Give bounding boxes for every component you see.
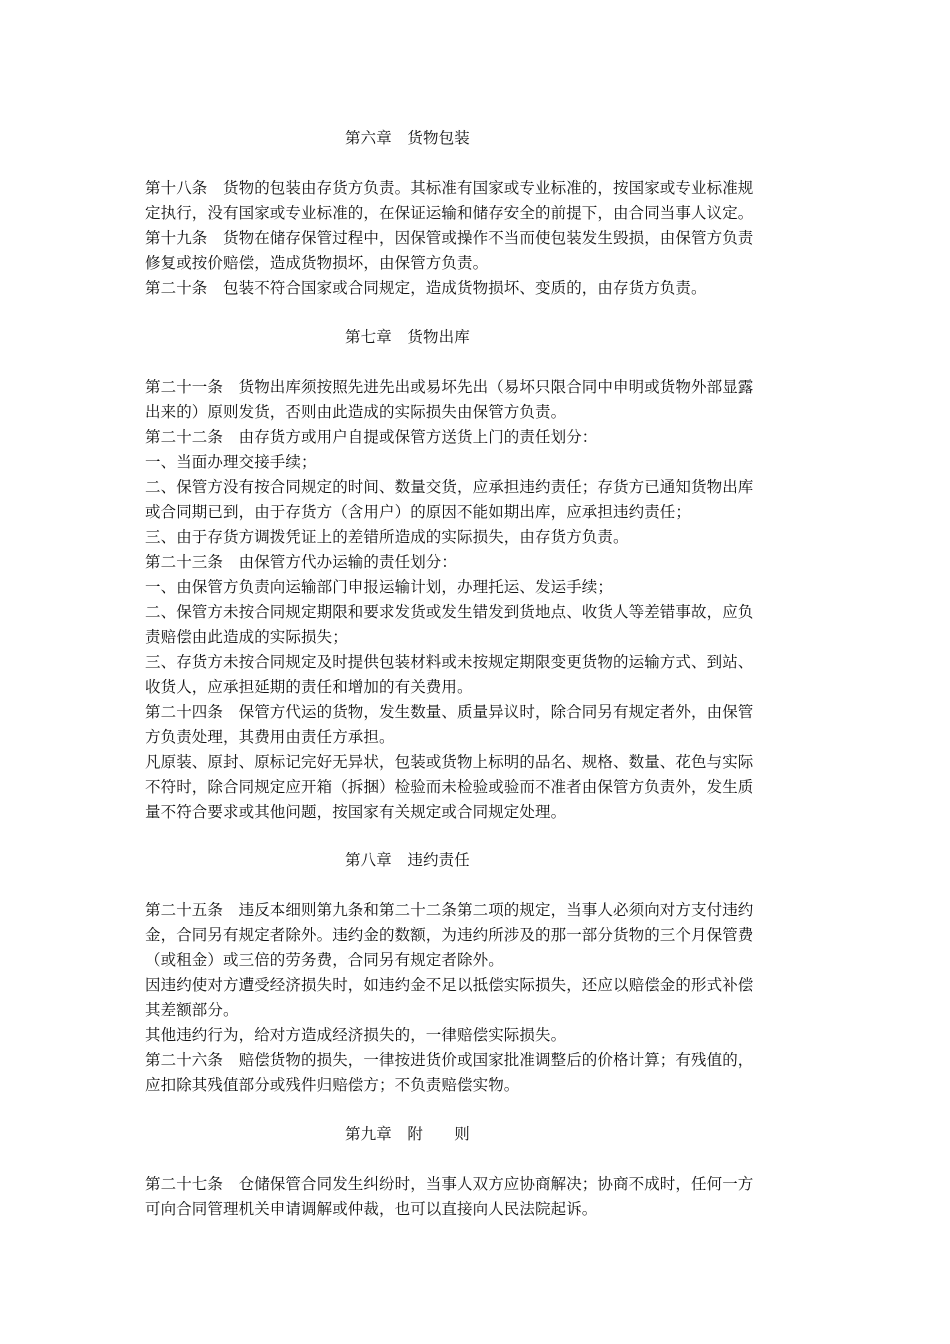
paragraph-line: 一、当面办理交接手续； <box>145 453 317 471</box>
chapter-8-heading: 第八章 违约责任 <box>345 851 470 869</box>
paragraph-line: 三、存货方未按合同规定及时提供包装材料或未按规定期限变更货物的运输方式、到站、 <box>145 653 754 671</box>
paragraph-line: 二、保管方未按合同规定期限和要求发货或发生错发到货地点、收货人等差错事故，应负 <box>145 603 754 621</box>
paragraph-line: 第十八条 货物的包装由存货方负责。其标准有国家或专业标准的，按国家或专业标准规 <box>145 179 754 197</box>
paragraph-line: 凡原装、原封、原标记完好无异状，包装或货物上标明的品名、规格、数量、花色与实际 <box>145 753 754 771</box>
chapter-9-heading: 第九章 附 则 <box>345 1125 470 1143</box>
chapter-6-heading: 第六章 货物包装 <box>345 129 470 147</box>
paragraph-line: 定执行，没有国家或专业标准的，在保证运输和储存安全的前提下，由合同当事人议定。 <box>145 204 754 222</box>
paragraph-line: 不符时，除合同规定应开箱（拆捆）检验而未检验或验而不准者由保管方负责外，发生质 <box>145 778 754 796</box>
paragraph-line: 三、由于存货方调拨凭证上的差错所造成的实际损失，由存货方负责。 <box>145 528 629 546</box>
paragraph-line: 第二十条 包装不符合国家或合同规定，造成货物损坏、变质的，由存货方负责。 <box>145 279 707 297</box>
paragraph-line: 第二十二条 由存货方或用户自提或保管方送货上门的责任划分： <box>145 428 598 446</box>
paragraph-line: 第二十三条 由保管方代办运输的责任划分： <box>145 553 458 571</box>
paragraph-line: 二、保管方没有按合同规定的时间、数量交货，应承担违约责任；存货方已通知货物出库 <box>145 478 754 496</box>
paragraph-line: 第二十一条 货物出库须按照先进先出或易坏先出（易坏只限合同中申明或货物外部显露 <box>145 378 754 396</box>
paragraph-line: 第十九条 货物在储存保管过程中，因保管或操作不当而使包装发生毁损，由保管方负责 <box>145 229 754 247</box>
paragraph-line: 第二十七条 仓储保管合同发生纠纷时，当事人双方应协商解决；协商不成时，任何一方 <box>145 1175 754 1193</box>
paragraph-line: 第二十六条 赔偿货物的损失，一律按进货价或国家批准调整后的价格计算；有残值的， <box>145 1051 754 1069</box>
paragraph-line: 应扣除其残值部分或残件归赔偿方；不负责赔偿实物。 <box>145 1076 520 1094</box>
paragraph-line: 收货人，应承担延期的责任和增加的有关费用。 <box>145 678 473 696</box>
paragraph-line: 或合同期已到，由于存货方（含用户）的原因不能如期出库，应承担违约责任； <box>145 503 692 521</box>
paragraph-line: 第二十五条 违反本细则第九条和第二十二条第二项的规定，当事人必须向对方支付违约 <box>145 901 754 919</box>
paragraph-line: 可向合同管理机关申请调解或仲裁，也可以直接向人民法院起诉。 <box>145 1200 598 1218</box>
paragraph-line: 责赔偿由此造成的实际损失； <box>145 628 348 646</box>
paragraph-line: 一、由保管方负责向运输部门申报运输计划，办理托运、发运手续； <box>145 578 614 596</box>
paragraph-line: 修复或按价赔偿，造成货物损坏，由保管方负责。 <box>145 254 489 272</box>
chapter-7-heading: 第七章 货物出库 <box>345 328 470 346</box>
paragraph-line: 方负责处理，其费用由责任方承担。 <box>145 728 395 746</box>
paragraph-line: 其他违约行为，给对方造成经济损失的，一律赔偿实际损失。 <box>145 1026 567 1044</box>
paragraph-line: 金，合同另有规定者除外。违约金的数额，为违约所涉及的那一部分货物的三个月保管费 <box>145 926 754 944</box>
paragraph-line: （或租金）或三倍的劳务费，合同另有规定者除外。 <box>145 951 504 969</box>
paragraph-line: 其差额部分。 <box>145 1001 239 1019</box>
paragraph-line: 因违约使对方遭受经济损失时，如违约金不足以抵偿实际损失，还应以赔偿金的形式补偿 <box>145 976 754 994</box>
paragraph-line: 第二十四条 保管方代运的货物，发生数量、质量异议时，除合同另有规定者外，由保管 <box>145 703 754 721</box>
paragraph-line: 量不符合要求或其他问题，按国家有关规定或合同规定处理。 <box>145 803 567 821</box>
paragraph-line: 出来的）原则发货，否则由此造成的实际损失由保管方负责。 <box>145 403 567 421</box>
